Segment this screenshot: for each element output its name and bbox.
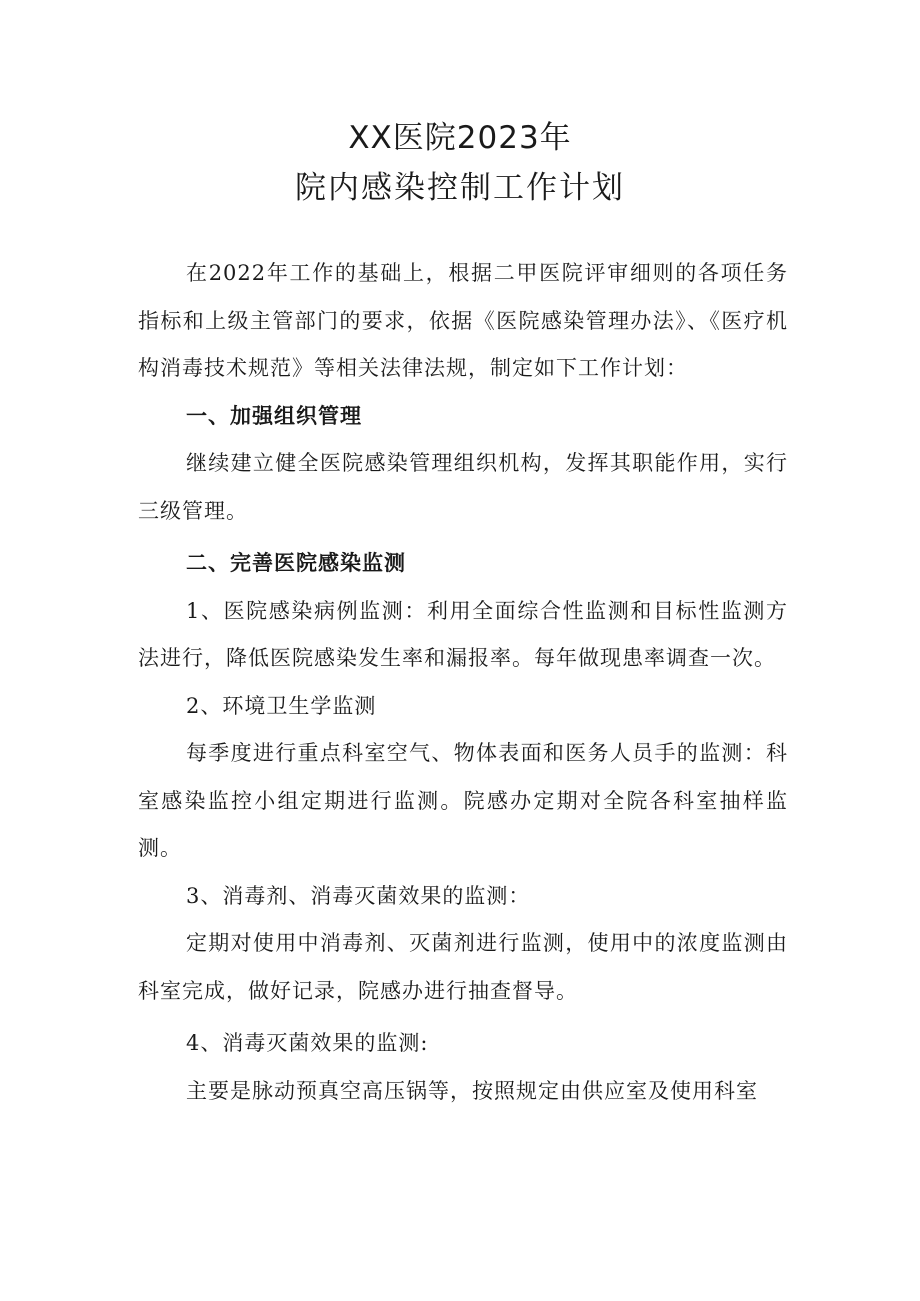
document-title-line2: 院内感染控制工作计划 (295, 170, 625, 206)
section1-paragraph: 继续建立健全医院感染管理组织机构，发挥其职能作用，实行三级管理。 (138, 451, 788, 523)
section2-item4-title: 4、消毒灭菌效果的监测: (186, 1031, 429, 1055)
document-body (138, 250, 788, 1115)
section2-item2-text: 每季度进行重点科室空气、物体表面和医务人员手的监测：科室感染监控小组定期进行监测。院感办定期对全院各科室抽样监测。 (138, 741, 788, 860)
section2-item1: 1、医院感染病例监测：利用全面综合性监测和目标性监测方法进行，降低医院感染发生率和漏报率。每年做现患率调查一次。 (138, 598, 788, 670)
intro-paragraph: 在2022年工作的基础上，根据二甲医院评审细则的各项任务指标和上级主管部门的要求，依据《医院感染管理办法》、《医疗机构消毒技术规范》等相关法律法规，制定如下工作计划： (138, 261, 788, 380)
section1-heading: 一、加强组织管理 (186, 403, 362, 428)
section2-item3-title: 3、消毒剂、消毒灭菌效果的监测： (186, 883, 531, 908)
document-title-line1: XX医院2023年 (348, 120, 572, 156)
section2-item3-text: 定期对使用中消毒剂、灭菌剂进行监测，使用中的浓度监测由科室完成，做好记录，院感办进行抽查督导。 (138, 931, 788, 1003)
section2-heading: 二、完善医院感染监测 (186, 551, 406, 575)
section2-item2-title: 2、环境卫生学监测 (186, 693, 377, 718)
section2-item4-text: 主要是脉动预真空高压锅等，按照规定由供应室及使用科室 (186, 1078, 758, 1103)
